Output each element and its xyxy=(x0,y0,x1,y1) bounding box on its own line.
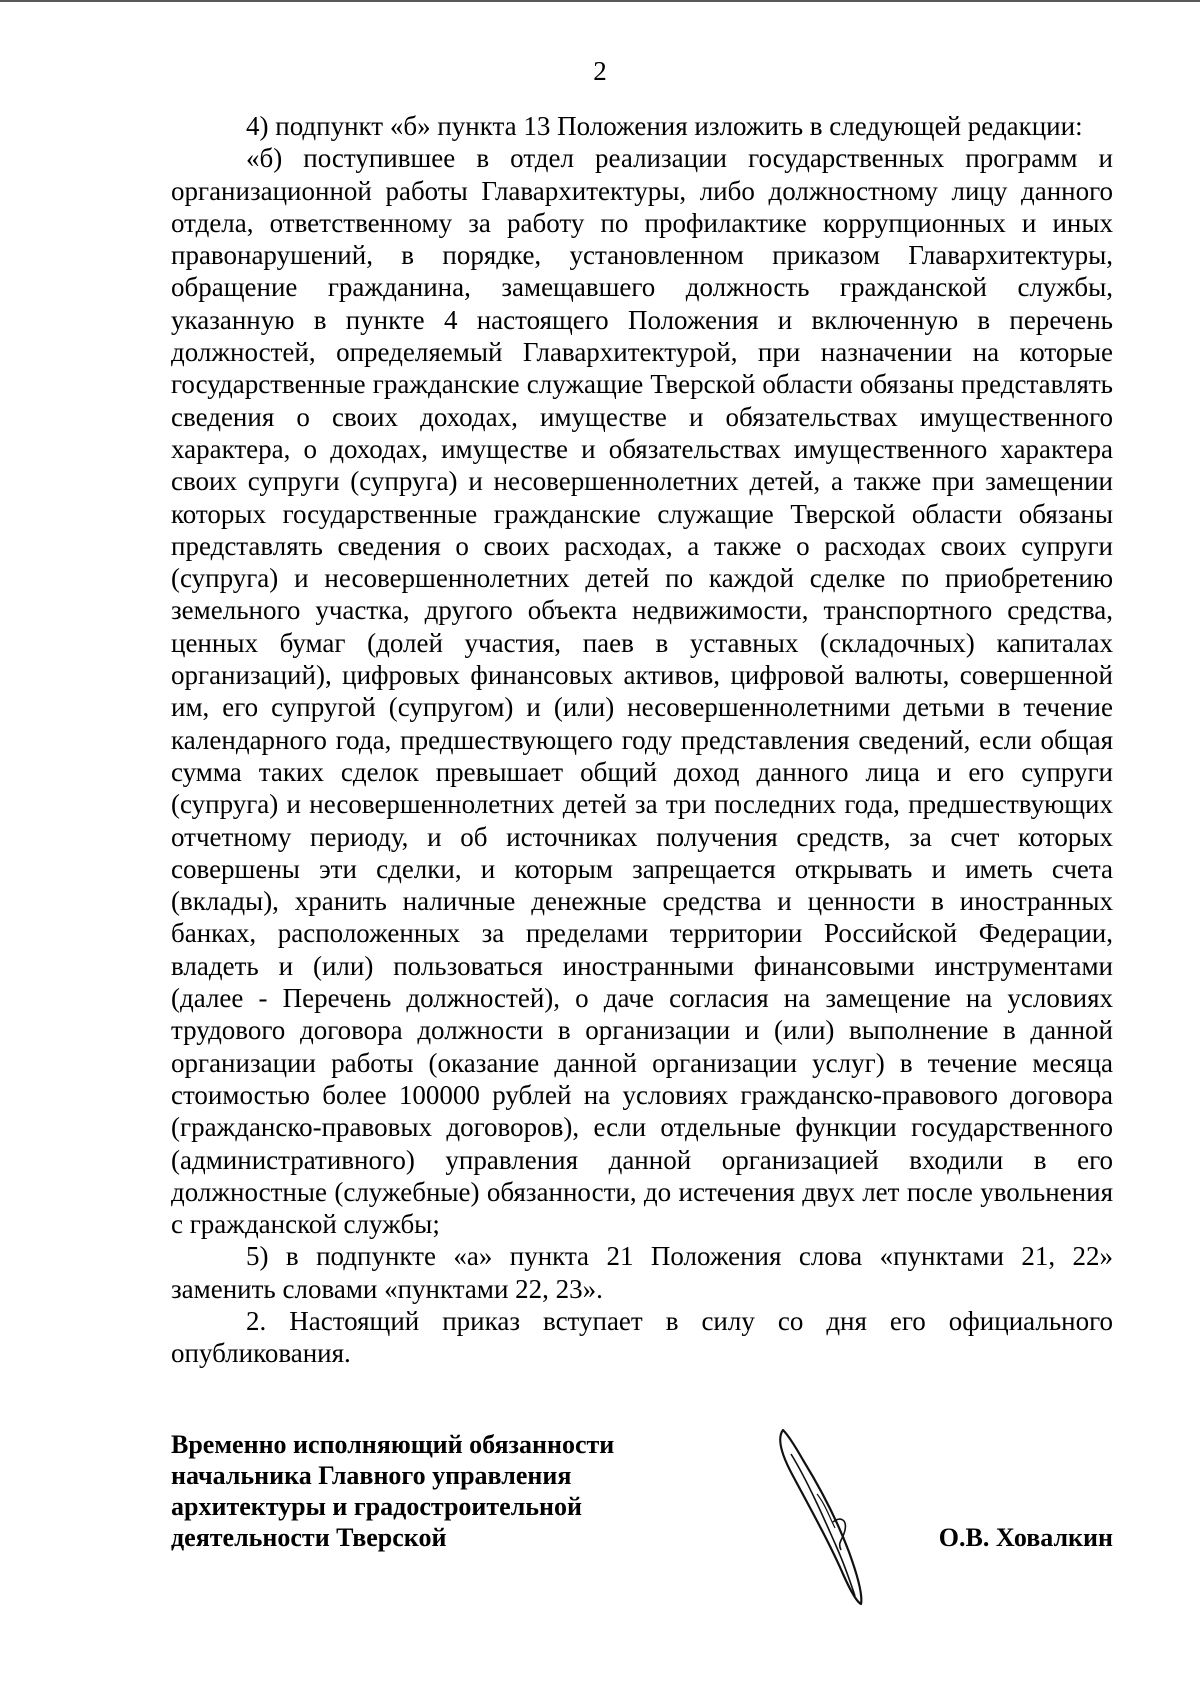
paragraph-item-5: 5) в подпункте «а» пункта 21 Положения слова «пунктами 21, 22» заменить словами «пунктами 22, 23». xyxy=(171,1241,1113,1304)
handwritten-signature xyxy=(771,1424,881,1609)
signature-block xyxy=(171,1429,1113,1619)
signatory-title-line: деятельности Тверской xyxy=(171,1523,447,1552)
signatory-title-line: начальника Главного управления xyxy=(171,1461,572,1490)
signatory-title-line: архитектуры и градостроительной xyxy=(171,1492,582,1521)
signatory-name: О.В. Ховалкин xyxy=(938,1523,1113,1552)
paragraph-effective-date: 2. Настоящий приказ вступает в силу со дня его официального опубликования. xyxy=(171,1305,1113,1369)
signatory-title xyxy=(171,1429,691,1553)
paragraph-item-4: 4) подпункт «б» пункта 13 Положения изложить в следующей редакции: xyxy=(246,111,1083,141)
scan-top-edge xyxy=(0,0,1200,2)
paragraph-subitem-b: «б) поступившее в отдел реализации государственных программ и организационной работы Главархитектуры, либо должностному лицу данного отдела, ответственному за работу по профилактике коррупционных и иных правонарушений, в порядке, установленном приказом Главархитектуры, обращение гражданина, замещавшего должность гражданской службы, указанную в пункте 4 настоящего Положения и включенную в перечень должностей, определяемый Главархитектурой, при назначении на которые государственные гражданские служащие Тверской области обязаны представлять сведения о своих доходах, имуществе и обязательствах имущественного характера, о доходах, имуществе и обязательствах имущественного характера своих супруги (супруга) и несовершеннолетних детей, а также при замещении которых государственные гражданские служащие Тверской области обязаны представлять сведения о своих расходах, а также о расходах своих супруги (супруга) и несовершеннолетних детей по каждой сделке по приобретению земельного участка, другого объекта недвижимости, транспортного средства, ценных бумаг (долей участия, паев в уставных (складочных) капиталах организаций), цифровых финансовых активов, цифровой валюты, совершенной им, его супругой (супругом) и (или) несовершеннолетними детьми в течение календарного года, предшествующего году представления сведений, если общая сумма таких сделок превышает общий доход данного лица и его супруги (супруга) и несовершеннолетних детей за три последних года, предшествующих отчетному периоду, и об источниках получения средств, за счет которых совершены эти сделки, и которым запрещается открывать и иметь счета (вклады), хранить наличные денежные средства и ценности в иностранных банках, расположенных за пределами территории Российской Федерации, владеть и (или) пользоваться иностранными финансовыми инструментами (далее - Перечень должностей), о даче согласия на замещение на условиях трудового договора должности в организации и (или) выполнение в данной организации работы (оказание данной организации услуг) в течение месяца стоимостью более 100000 рублей на условиях гражданско-правового договора (гражданско-правовых договоров), если отдельные функции государственного (административного) управления данной организацией входили в его должностные (служебные) обязанности, до истечения двух лет после увольнения с гражданской службы; xyxy=(171,143,1113,1240)
signatory-title-line: Временно исполняющий обязанности xyxy=(171,1430,615,1459)
page-number: 2 xyxy=(593,56,607,86)
document-body xyxy=(171,110,1113,1370)
